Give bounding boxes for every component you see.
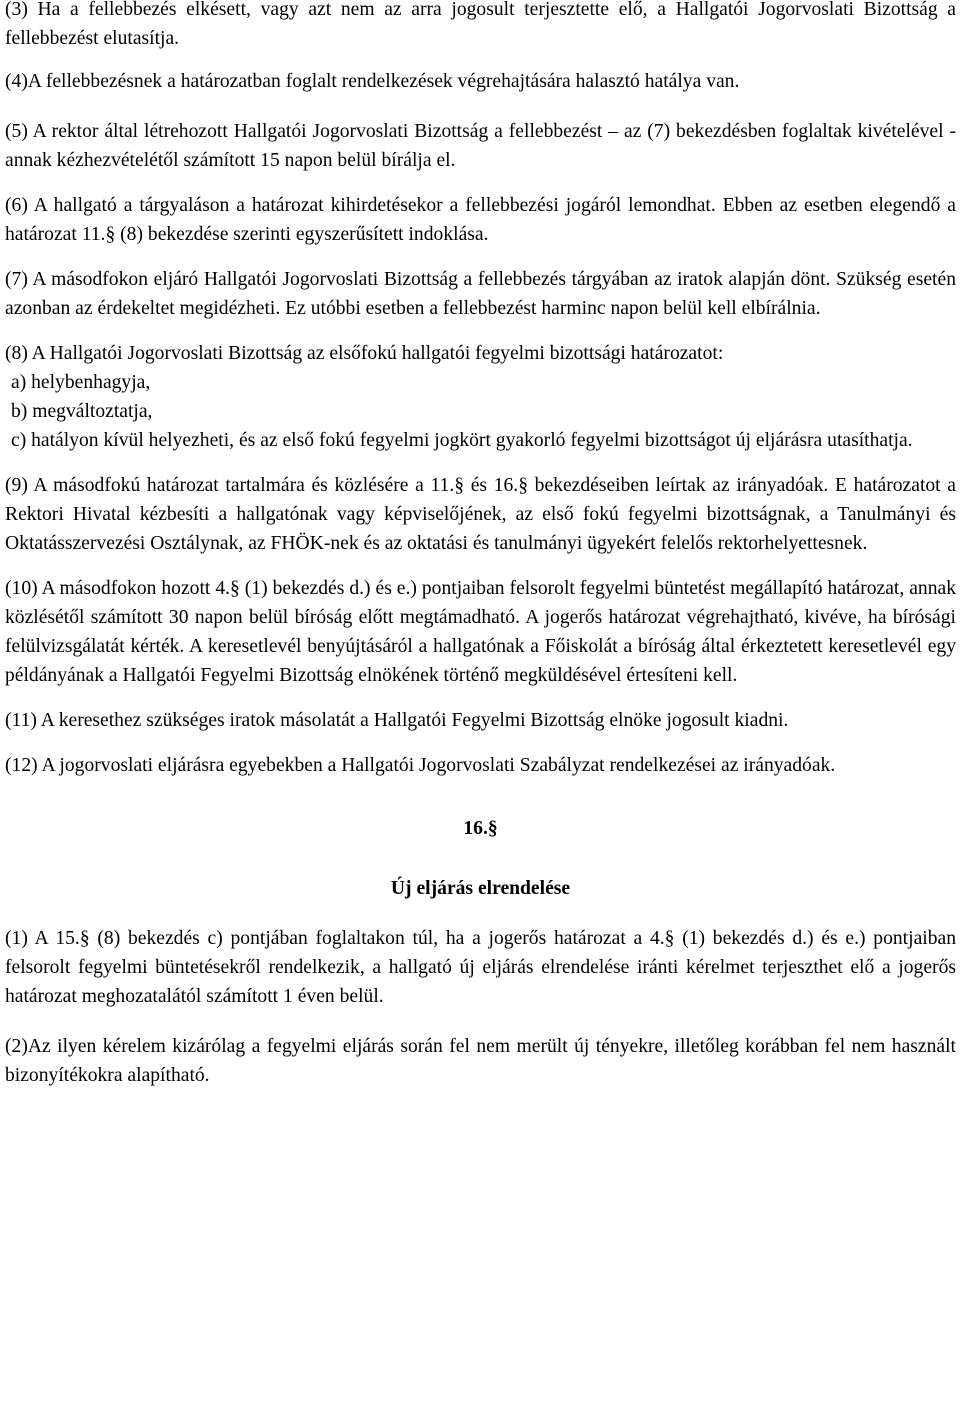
list-item-b: b) megváltoztatja,	[11, 401, 153, 422]
section-number: 16.§	[463, 818, 498, 839]
paragraph-3: (3) Ha a fellebbezés elkésett, vagy azt nem az arra jogosult terjesztette elő, a Hallgatói Jogorvoslati Bizottság a fellebbezést elutasítja.	[5, 0, 956, 49]
section-title: Új eljárás elrendelése	[390, 878, 571, 899]
paragraph-8-intro: (8) A Hallgatói Jogorvoslati Bizottság az elsőfokú hallgatói fegyelmi bizottsági határozatot:	[5, 343, 724, 364]
list-item-a: a) helybenhagyja,	[11, 372, 151, 393]
paragraph-9: (9) A másodfokú határozat tartalmára és közlésére a 11.§ és 16.§ bekezdéseiben leírtak az irányadóak. E határozatot a Rektori Hivatal kézbesíti a hallgatónak vagy képviselőjének, az első fokú fegyelmi bizottságnak, a Tanulmányi és Oktatásszervezési Osztálynak, az FHÖK-nek és az oktatási és tanulmányi ügyekért felelős rektorhelyettesnek.	[5, 475, 956, 554]
list-item-c: c) hatályon kívül helyezheti, és az első fokú fegyelmi jogkört gyakorló fegyelmi bizottságot új eljárásra utasíthatja.	[11, 430, 913, 451]
paragraph-5: (5) A rektor által létrehozott Hallgatói Jogorvoslati Bizottság a fellebbezést – az (7) bekezdésben foglaltak kivételével - annak kézhezvételétől számított 15 napon belül bírálja el.	[5, 121, 956, 171]
paragraph-6: (6) A hallgató a tárgyaláson a határozat kihirdetésekor a fellebbezési jogáról lemondhat. Ebben az esetben elegendő a határozat 11.§ (8) bekezdése szerinti egyszerűsített indoklása.	[5, 195, 956, 245]
paragraph-12: (12) A jogorvoslati eljárásra egyebekben a Hallgatói Jogorvoslati Szabályzat rendelkezései az irányadóak.	[5, 755, 836, 776]
paragraph-7: (7) A másodfokon eljáró Hallgatói Jogorvoslati Bizottság a fellebbezés tárgyában az iratok alapján dönt. Szükség esetén azonban az érdekeltet megidézheti. Ez utóbbi esetben a fellebbezést harminc napon belül kell elbírálnia.	[5, 269, 956, 319]
paragraph-10: (10) A másodfokon hozott 4.§ (1) bekezdés d.) és e.) pontjaiban felsorolt fegyelmi büntetést megállapító határozat, annak közlésétől számított 30 napon belül bíróság előtt megtámadható. A jogerős határozat végrehajtható, kivéve, ha bírósági felülvizsgálatát kérték. A keresetlevél benyújtásáról a hallgatónak a Főiskolát a bíróság által érkeztetett keresetlevél egy példányának a Hallgatói Fegyelmi Bizottság elnökének történő megküldésével értesíteni kell.	[5, 578, 956, 686]
paragraph-16-2: (2)Az ilyen kérelem kizárólag a fegyelmi eljárás során fel nem merült új tényekre, illetőleg korábban fel nem használt bizonyítékokra alapítható.	[5, 1036, 956, 1086]
paragraph-8	[5, 339, 956, 455]
paragraph-16-1: (1) A 15.§ (8) bekezdés c) pontjában foglaltakon túl, ha a jogerős határozat a 4.§ (1) bekezdés d.) és e.) pontjaiban felsorolt fegyelmi büntetésekről rendelkezik, a hallgató új eljárás elrendelése iránti kérelmet terjeszthet elő a jogerős határozat meghozatalától számított 1 éven belül.	[5, 928, 956, 1007]
paragraph-11: (11) A keresethez szükséges iratok másolatát a Hallgatói Fegyelmi Bizottság elnöke jogosult kiadni.	[5, 710, 789, 731]
paragraph-4: (4)A fellebbezésnek a határozatban foglalt rendelkezések végrehajtására halasztó hatálya van.	[5, 71, 740, 92]
